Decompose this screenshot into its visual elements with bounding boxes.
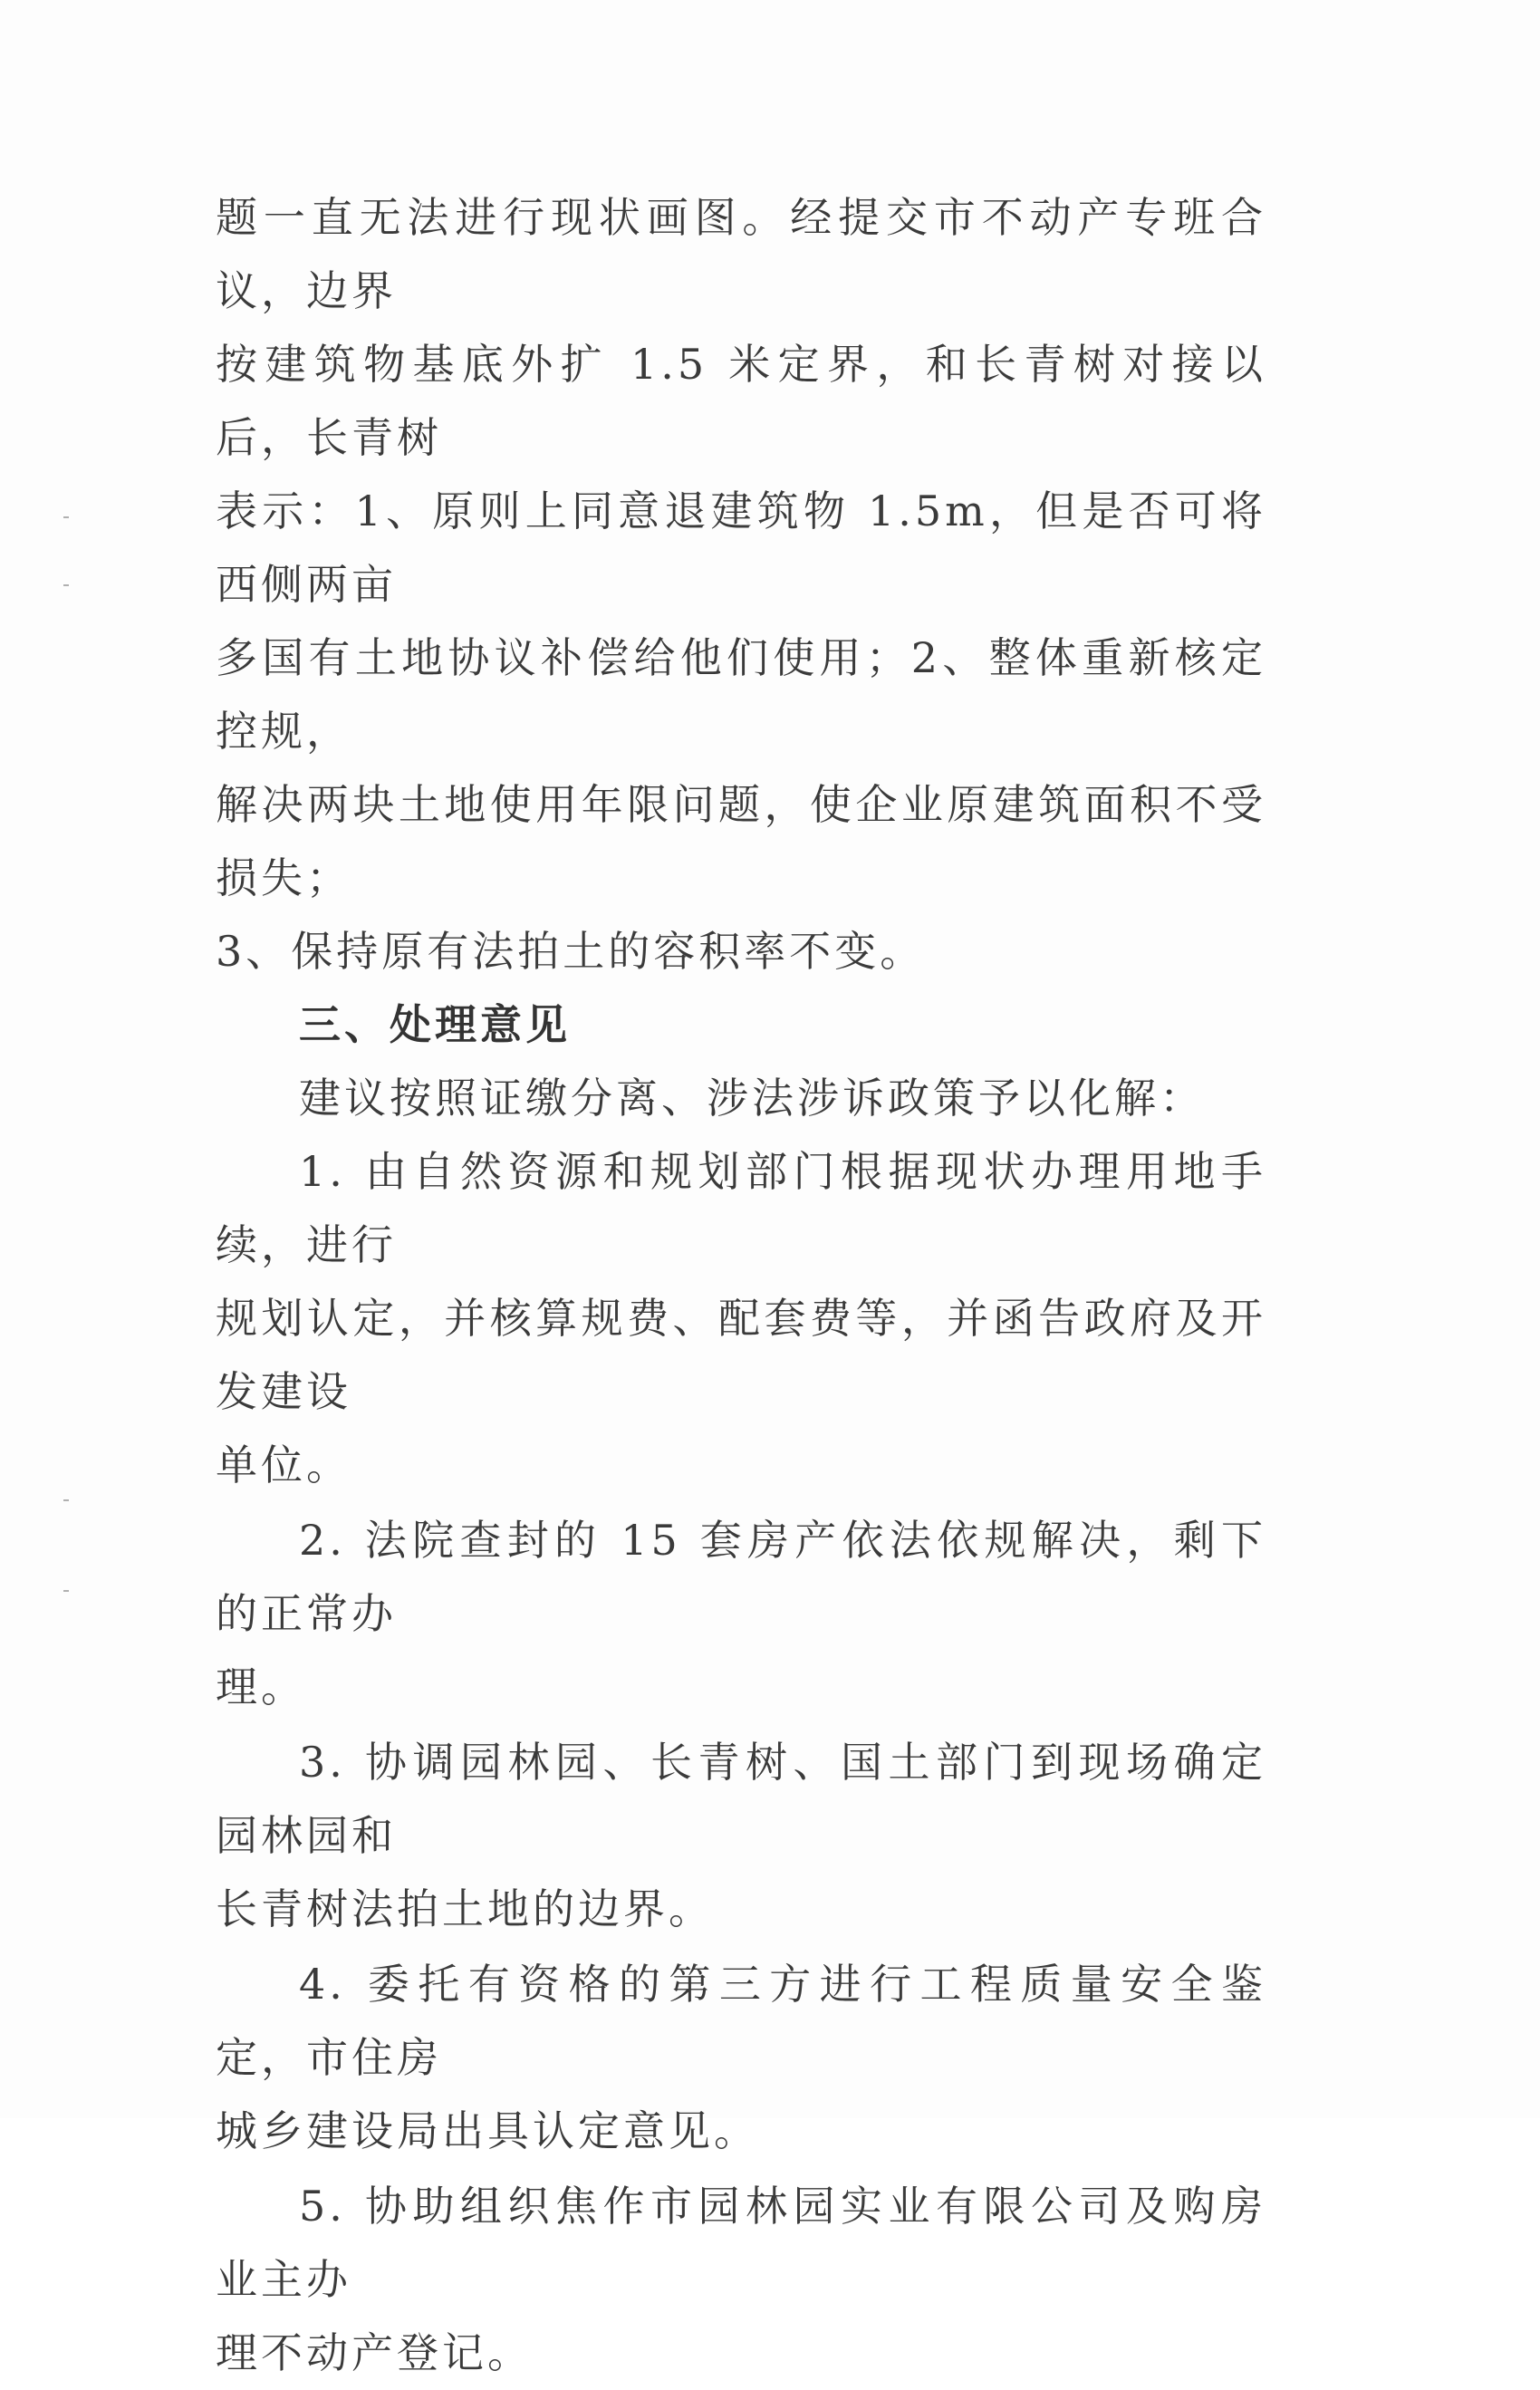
- text-line: 按建筑物基底外扩 1.5 米定界，和长青树对接以后，长青树: [216, 340, 1266, 462]
- section-heading: 三、处理意见: [299, 1000, 571, 1049]
- list-item: [216, 1135, 1266, 1502]
- text-line: 城乡建设局出具认定意见。: [216, 2106, 759, 2155]
- scan-artifact-mark: [63, 1499, 69, 1501]
- text-line: 3、保持原有法拍土的容积率不变。: [216, 927, 926, 976]
- intro-paragraph: [216, 181, 1266, 988]
- text-line: 3. 协调园林园、长青树、国土部门到现场确定园林园和: [216, 1738, 1266, 1860]
- text-line: 表示：1、原则上同意退建筑物 1.5m，但是否可将西侧两亩: [216, 487, 1266, 609]
- text-line: 4. 委托有资格的第三方进行工程质量安全鉴定，市住房: [216, 1960, 1266, 2082]
- list-item: [216, 2170, 1266, 2390]
- text-line: 5. 协助组织焦作市园林园实业有限公司及购房业主办: [216, 2182, 1266, 2304]
- text-line: 理。: [216, 1662, 306, 1711]
- text-line: 长青树法拍土地的边界。: [216, 1884, 714, 1933]
- text-line: 单位。: [216, 1441, 351, 1489]
- scan-artifact-mark: [63, 516, 69, 518]
- text-line: 题一直无法进行现状画图。经提交市不动产专班合议，边界: [216, 193, 1266, 315]
- text-line: 规划认定，并核算规费、配套费等，并函告政府及开发建设: [216, 1294, 1266, 1416]
- list-item: [216, 1504, 1266, 1724]
- text-line: 2. 法院查封的 15 套房产依法依规解决，剩下的正常办: [216, 1516, 1266, 1638]
- section-intro: 建议按照证缴分离、涉法涉诉政策予以化解：: [299, 1074, 1205, 1123]
- scan-artifact-mark: [63, 1590, 69, 1592]
- text-line: 理不动产登记。: [216, 2328, 533, 2377]
- text-line: 解决两块土地使用年限问题，使企业原建筑面积不受损失；: [216, 780, 1266, 902]
- text-line: 多国有土地协议补偿给他们使用；2、整体重新核定控规，: [216, 633, 1266, 756]
- text-line: 1. 由自然资源和规划部门根据现状办理用地手续，进行: [216, 1147, 1266, 1269]
- list-item: [216, 1726, 1266, 1946]
- list-item: [216, 1948, 1266, 2168]
- scan-artifact-mark: [63, 584, 69, 586]
- document-body: [216, 181, 1266, 2390]
